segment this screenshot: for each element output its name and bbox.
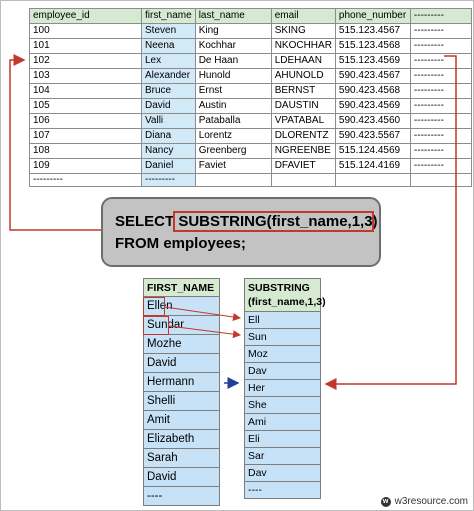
first-name-result-cell: Elizabeth xyxy=(144,430,219,449)
first-name-result-cell: Ellen xyxy=(144,297,219,316)
col-header-more: --------- xyxy=(410,9,471,24)
employee-cell: 590.423.4568 xyxy=(335,84,410,99)
employee-cell: 515.123.4567 xyxy=(335,24,410,39)
first-name-result-cell: David xyxy=(144,468,219,487)
employee-cell: 515.124.4569 xyxy=(335,144,410,159)
col-header-email: email xyxy=(271,9,335,24)
employee-cell: 106 xyxy=(30,114,142,129)
employee-cell: DAUSTIN xyxy=(271,99,335,114)
employee-cell: 102 xyxy=(30,54,142,69)
substring-result-cell: Ami xyxy=(245,414,320,431)
employee-cell: 108 xyxy=(30,144,142,159)
first-name-result-cell: Shelli xyxy=(144,392,219,411)
employee-cell: Pataballa xyxy=(195,114,271,129)
employee-cell: AHUNOLD xyxy=(271,69,335,84)
first-name-result-cell: Mozhe xyxy=(144,335,219,354)
employee-cell: Lorentz xyxy=(195,129,271,144)
employee-cell: Nancy xyxy=(142,144,196,159)
col-header-last-name: last_name xyxy=(195,9,271,24)
substring-header-line1: SUBSTRING xyxy=(248,282,310,294)
employee-cell: 590.423.4569 xyxy=(335,99,410,114)
employee-cell: --------- xyxy=(410,114,471,129)
employee-cell: BERNST xyxy=(271,84,335,99)
employee-cell: 515.123.4568 xyxy=(335,39,410,54)
employee-cell: NGREENBE xyxy=(271,144,335,159)
employee-cell: 590.423.4560 xyxy=(335,114,410,129)
employee-cell: Alexander xyxy=(142,69,196,84)
employee-cell: Ernst xyxy=(195,84,271,99)
employee-cell: 109 xyxy=(30,159,142,174)
substring-result-cell: Sar xyxy=(245,448,320,465)
employee-cell: LDEHAAN xyxy=(271,54,335,69)
employee-cell: --------- xyxy=(30,174,142,187)
employee-cell: DLORENTZ xyxy=(271,129,335,144)
arrow-sql-to-table xyxy=(10,60,101,230)
employee-cell: 105 xyxy=(30,99,142,114)
employee-cell: 104 xyxy=(30,84,142,99)
sql-select-keyword: SELECT xyxy=(115,213,179,230)
employee-cell: --------- xyxy=(410,159,471,174)
arrow-ellen-to-ell xyxy=(165,307,240,318)
employee-cell: --------- xyxy=(410,24,471,39)
employee-cell: Daniel xyxy=(142,159,196,174)
col-header-phone-number: phone_number xyxy=(335,9,410,24)
employee-cell: 515.124.4169 xyxy=(335,159,410,174)
employee-cell: 590.423.4567 xyxy=(335,69,410,84)
col-header-employee-id: employee_id xyxy=(30,9,142,24)
w3resource-logo xyxy=(381,496,468,507)
employee-cell: Kochhar xyxy=(195,39,271,54)
employee-cell: Neena xyxy=(142,39,196,54)
employee-cell: 103 xyxy=(30,69,142,84)
first-name-result-cell: Amit xyxy=(144,411,219,430)
employee-cell: David xyxy=(142,99,196,114)
arrow-table-to-result xyxy=(326,56,456,384)
employee-cell: 107 xyxy=(30,129,142,144)
employee-cell: Lex xyxy=(142,54,196,69)
substring-result-cell: Eli xyxy=(245,431,320,448)
substring-result-cell: She xyxy=(245,397,320,414)
employee-cell: VPATABAL xyxy=(271,114,335,129)
substring-result-cell: Dav xyxy=(245,363,320,380)
employee-cell: --------- xyxy=(410,84,471,99)
employee-cell: Valli xyxy=(142,114,196,129)
employee-cell: Steven xyxy=(142,24,196,39)
employee-cell: --------- xyxy=(410,129,471,144)
employee-cell: Bruce xyxy=(142,84,196,99)
employee-cell: NKOCHHAR xyxy=(271,39,335,54)
substring-result-cell: Sun xyxy=(245,329,320,346)
sql-line-from: FROM employees; xyxy=(115,235,246,252)
employee-cell: 101 xyxy=(30,39,142,54)
employee-cell: --------- xyxy=(410,69,471,84)
first-name-result-header: FIRST_NAME xyxy=(144,279,219,297)
employee-cell: Austin xyxy=(195,99,271,114)
first-name-result-cell: David xyxy=(144,354,219,373)
employee-cell: Faviet xyxy=(195,159,271,174)
employee-cell: 590.423.5567 xyxy=(335,129,410,144)
first-name-result-cell: Hermann xyxy=(144,373,219,392)
employee-cell: Hunold xyxy=(195,69,271,84)
first-name-result-cell: Sarah xyxy=(144,449,219,468)
substring-result-cell: ---- xyxy=(245,482,320,499)
substring-result-cell: Ell xyxy=(245,312,320,329)
employee-cell: 515.123.4569 xyxy=(335,54,410,69)
substring-result-cell: Moz xyxy=(245,346,320,363)
watermark-text: w3resource.com xyxy=(394,496,468,507)
arrow-sundar-to-sun xyxy=(169,326,240,335)
employee-cell: --------- xyxy=(410,39,471,54)
substring-result-cell: Dav xyxy=(245,465,320,482)
substring-result-cell: Her xyxy=(245,380,320,397)
employee-cell: --------- xyxy=(410,99,471,114)
employee-cell: Greenberg xyxy=(195,144,271,159)
employee-cell: King xyxy=(195,24,271,39)
employee-cell: --------- xyxy=(410,144,471,159)
first-name-result-cell: ---- xyxy=(144,487,219,506)
substring-header-line2: (first_name,1,3) xyxy=(248,296,326,308)
employee-cell: DFAVIET xyxy=(271,159,335,174)
employee-cell: SKING xyxy=(271,24,335,39)
sql-substring-function: SUBSTRING(first_name,1,3) xyxy=(178,213,378,230)
employee-cell: Diana xyxy=(142,129,196,144)
employee-cell: --------- xyxy=(410,54,471,69)
employee-cell: De Haan xyxy=(195,54,271,69)
employee-cell: 100 xyxy=(30,24,142,39)
employee-cell: --------- xyxy=(142,174,196,187)
col-header-first-name: first_name xyxy=(142,9,196,24)
w3resource-mark-icon: w xyxy=(381,497,391,507)
first-name-result-cell: Sundar xyxy=(144,316,219,335)
